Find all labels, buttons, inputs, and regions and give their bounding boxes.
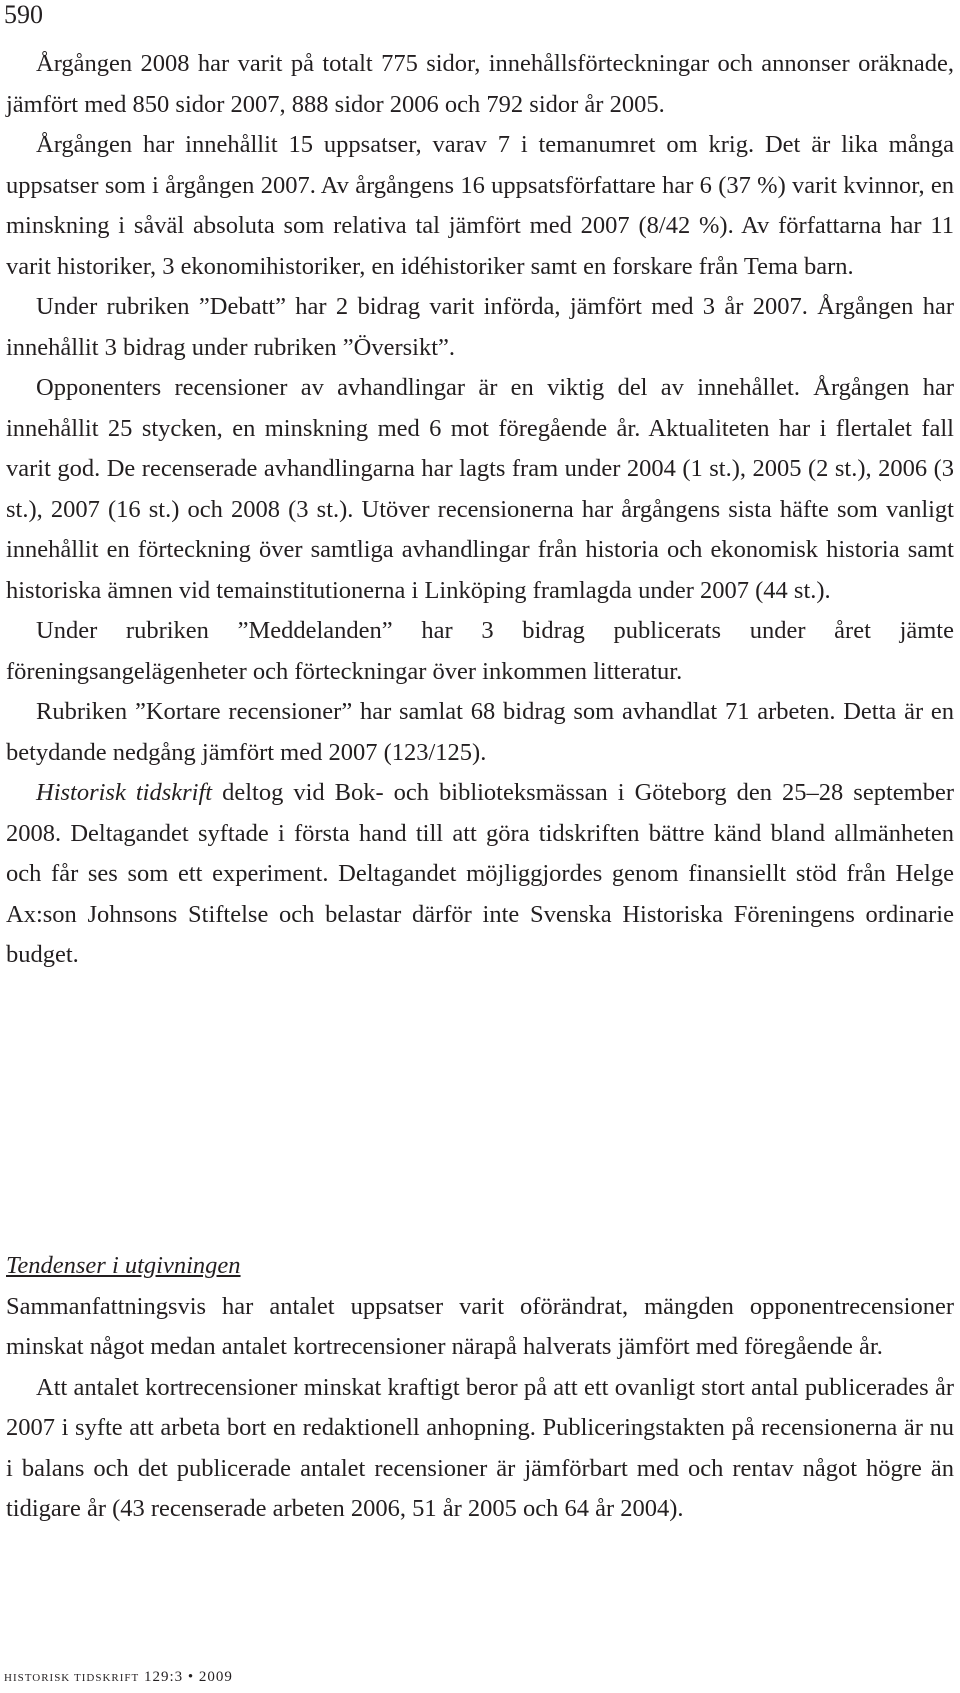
footer-journal-name: historisk tidskrift — [4, 1669, 140, 1685]
report-body — [6, 44, 954, 976]
paragraph-summary: Sammanfattningsvis har antalet uppsatser varit oförändrat, mängden opponentrecensioner minskat något medan antalet kortrecensioner närapå halverats jämfört med föregående år. — [6, 1292, 954, 1360]
paragraph-short-review-decline: Att antalet kortrecensioner minskat kraftigt beror på att ett ovanligt stort antal publicerades år 2007 i syfte att arbeta bort en redaktionell anhopning. Publiceringstakten på recensionerna är nu i balans och det publicerade antalet recensioner är jämförbart med och rentav något högre än tidigare år (43 recenserade arbeten 2006, 51 år 2005 och 64 år 2004). — [6, 1373, 954, 1522]
running-footer — [4, 1667, 233, 1687]
paragraph-short-reviews: Rubriken ”Kortare recensioner” har samlat 68 bidrag som avhandlat 71 arbeten. Detta är en betydande nedgång jämfört med 2007 (123/125). — [6, 698, 954, 766]
paragraph-opponent-reviews: Opponenters recensioner av avhandlingar är en viktig del av innehållet. Årgången har innehållit 25 stycken, en minskning med 6 mot föregående år. Aktualiteten har i flertalet fall varit god. De recenserade avhandlingarna har lagts fram under 2004 (1 st.), 2005 (2 st.), 2006 (3 st.), 2007 (16 st.) och 2008 (3 st.). Utöver recensionerna har årgångens sista häfte som vanligt innehållit en förteckning över samtliga avhandlingar från historia och ekonomisk historia samt historiska ämnen vid temainstitutionerna i Linköping framlagda under 2007 (44 st.). — [6, 374, 954, 604]
paragraph-articles: Årgången har innehållit 15 uppsatser, varav 7 i temanumret om krig. Det är lika många uppsatser som i årgången 2007. Av årgångens 16 uppsatsförfattare har 6 (37 %) varit kvinnor, en minskning i såväl absoluta som relativa tal jämfört med 2007 (8/42 %). Av författarna har 11 varit historiker, 3 ekonomihistoriker, en idéhistoriker samt en forskare från Tema barn. — [6, 131, 954, 280]
footer-issue: 129:3 — [143, 1669, 184, 1685]
footer-separator: • — [187, 1669, 195, 1685]
section-heading: Tendenser i utgivningen — [6, 1252, 241, 1279]
footer-year: 2009 — [198, 1669, 233, 1685]
paragraph-book-fair-text: deltog vid Bok- och biblioteksmässan i Göteborg den 25–28 september 2008. Deltagandet syftade i första hand till att göra tidskriften bättre känd bland allmänheten och får ses som ett experiment. Deltagandet möjliggjordes genom finansiellt stöd från Helge Ax:son Johnsons Stiftelse och belastar därför inte Svenska Historiska Föreningens ordinarie budget. — [6, 779, 954, 968]
paragraph-announcements: Under rubriken ”Meddelanden” har 3 bidrag publicerats under året jämte föreningsangelägenheter och förteckningar över inkommen litteratur. — [6, 617, 954, 685]
paragraph-book-fair — [6, 773, 954, 976]
paragraph-debate: Under rubriken ”Debatt” har 2 bidrag varit införda, jämfört med 3 år 2007. Årgången har innehållit 3 bidrag under rubriken ”Översikt”. — [6, 293, 954, 361]
section-trends — [6, 1246, 954, 1530]
page-number: 590 — [4, 0, 43, 29]
paragraph-page-count: Årgången 2008 har varit på totalt 775 sidor, innehållsförteckningar och annonser oräknade, jämfört med 850 sidor 2007, 888 sidor 2006 och 792 sidor år 2005. — [6, 50, 954, 118]
journal-title-italic: Historisk tidskrift — [36, 779, 213, 806]
